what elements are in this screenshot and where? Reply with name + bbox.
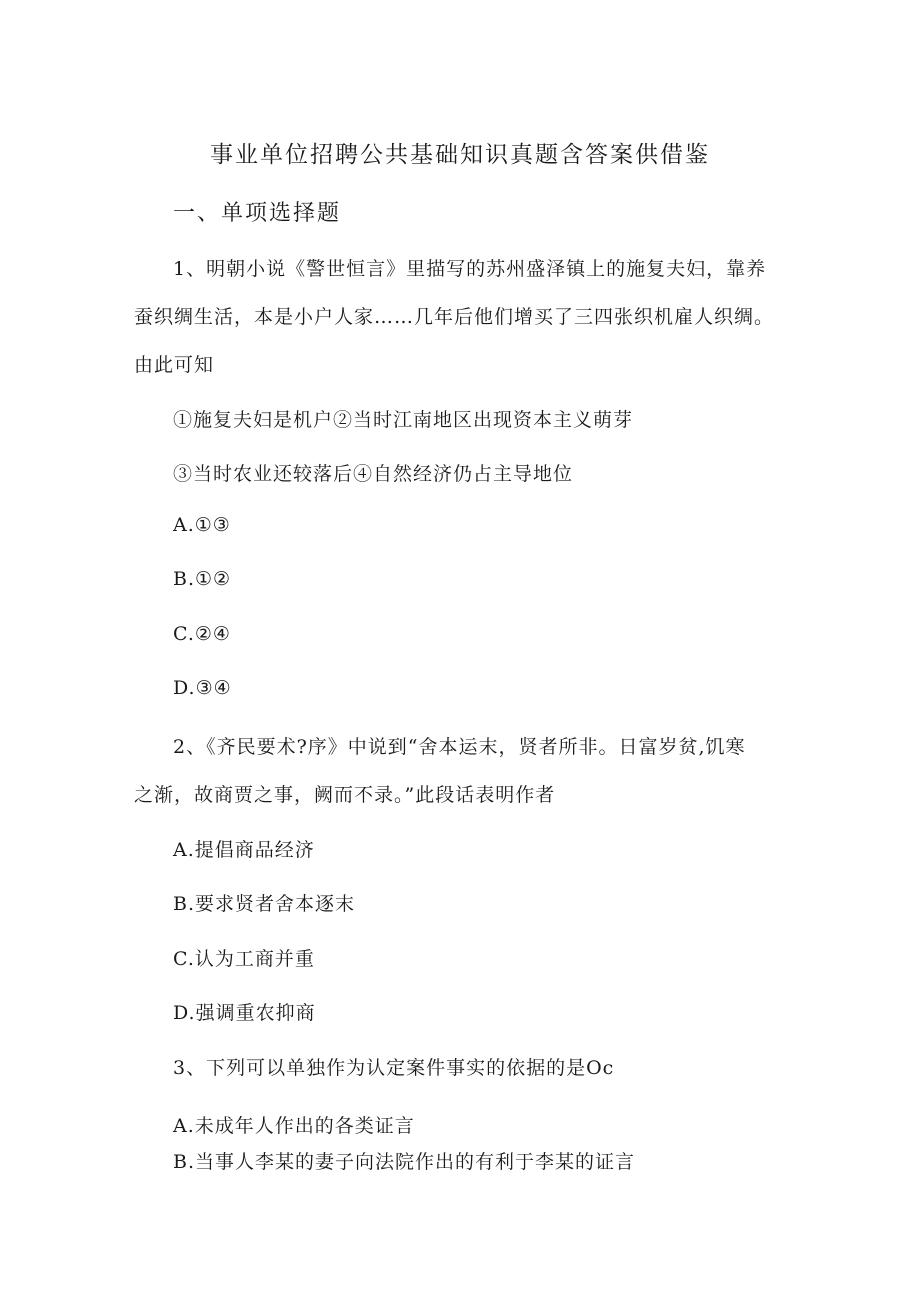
question-3-option-b: B.当事人李某的妻子向法院作出的有利于李某的证言 — [173, 1151, 636, 1173]
question-1-option-a: A.①③ — [173, 514, 231, 536]
document-title: 事业单位招聘公共基础知识真题含答案供借鉴 — [210, 142, 710, 168]
question-2-option-a: A.提倡商品经济 — [173, 839, 315, 861]
question-1-text-line-2: 蚕织绸生活，本是小户人家……几年后他们增买了三四张织机雇人织绸。 — [134, 306, 775, 328]
question-1-option-d: D.③④ — [173, 677, 232, 699]
question-2-option-d: D.强调重农抑商 — [173, 1002, 316, 1024]
question-3-option-a: A.未成年人作出的各类证言 — [173, 1115, 415, 1137]
question-2-text-line-1: 2、《齐民要术?序》中说到“舍本运末，贤者所非。日富岁贫,饥寒 — [173, 736, 746, 758]
question-1-option-c: C.②④ — [173, 623, 231, 645]
question-2-option-b: B.要求贤者舍本逐末 — [173, 893, 356, 915]
question-1-statement-1: ①施复夫妇是机户②当时江南地区出现资本主义萌芽 — [173, 409, 634, 431]
question-1-option-b: B.①② — [173, 568, 232, 590]
question-1-text-line-3: 由此可知 — [134, 354, 215, 376]
question-3-text-line-1: 3、下列可以单独作为认定案件事实的依据的是Oc — [173, 1057, 615, 1079]
question-2-text-line-2: 之渐，故商贾之事，阙而不录。”此段话表明作者 — [134, 784, 556, 806]
section-heading: 一、单项选择题 — [173, 201, 342, 226]
question-1-statement-2: ③当时农业还较落后④自然经济仍占主导地位 — [173, 463, 574, 485]
question-2-option-c: C.认为工商并重 — [173, 948, 315, 970]
question-1-text-line-1: 1、明朝小说《警世恒言》里描写的苏州盛泽镇上的施复夫妇，靠养 — [173, 258, 767, 280]
